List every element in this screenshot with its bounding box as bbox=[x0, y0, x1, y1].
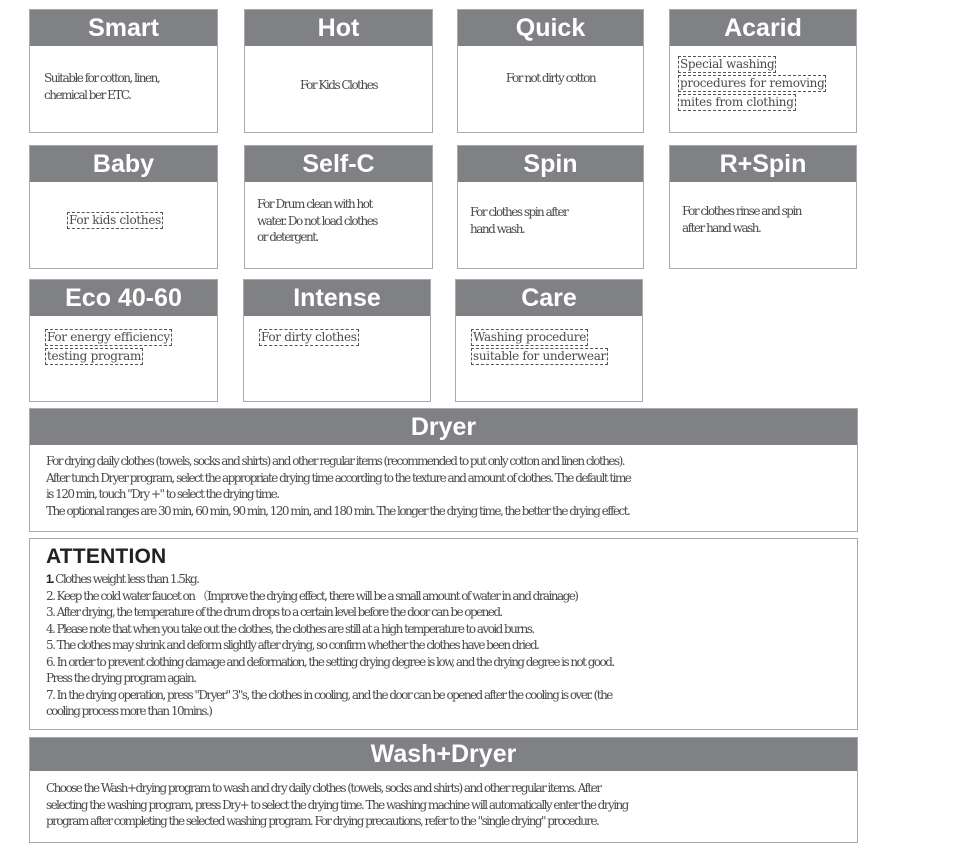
program-title: Quick bbox=[458, 10, 643, 46]
program-card-care bbox=[455, 279, 643, 402]
program-desc: For Kids Clothes bbox=[300, 78, 377, 92]
attention-item: cooling process more than 10mins.) bbox=[46, 704, 212, 718]
program-desc-line: For dirty clothes bbox=[261, 330, 357, 344]
wash-dryer-text-line: Choose the Wash+drying program to wash and dry daily clothes (towels, socks and shirts) and other regular items. After bbox=[46, 781, 601, 795]
attention-item: 3. After drying, the temperature of the drum drops to a certain level before the door can be opened. bbox=[46, 605, 502, 619]
program-desc-line: For clothes spin after bbox=[470, 205, 568, 219]
program-desc-line: or detergent. bbox=[257, 230, 318, 244]
program-desc-line: water. Do not load clothes bbox=[257, 213, 377, 228]
program-title: Acarid bbox=[670, 10, 856, 46]
dryer-section bbox=[29, 408, 858, 532]
program-desc-line: For energy efficiency bbox=[47, 330, 170, 344]
program-desc-line: Special washing bbox=[680, 57, 775, 71]
program-desc-line: testing program bbox=[47, 349, 142, 363]
program-title: Care bbox=[456, 280, 642, 316]
dryer-text-line: After tunch Dryer program, select the appropriate drying time according to the texture and amount of clothes. The default time bbox=[46, 470, 631, 485]
attention-item-number: 1. bbox=[46, 572, 53, 586]
program-title: Baby bbox=[30, 146, 217, 182]
dryer-text-line: For drying daily clothes (towels, socks and shirts) and other regular items (recommended to put only cotton and linen clothes). bbox=[46, 454, 624, 468]
attention-item bbox=[46, 571, 843, 588]
program-desc-line: For Drum clean with hot bbox=[257, 197, 372, 211]
program-card-hot bbox=[244, 9, 433, 133]
attention-title: ATTENTION bbox=[46, 545, 167, 568]
program-desc-line: For kids clothes bbox=[69, 213, 162, 227]
attention-item: Press the drying program again. bbox=[46, 671, 196, 685]
program-title: Eco 40-60 bbox=[30, 280, 217, 316]
program-desc-line: hand wash. bbox=[470, 221, 525, 236]
program-desc-line: suitable for underwear bbox=[473, 349, 606, 363]
wash-dryer-text-line: program after completing the selected washing program. For drying precautions, refer to the "single drying" procedure. bbox=[46, 814, 599, 828]
dryer-text-line: The optional ranges are 30 min, 60 min, 90 min, 120 min, and 180 min. The longer the drying time, the better the drying effect. bbox=[46, 503, 630, 518]
attention-section bbox=[29, 538, 858, 730]
program-card-quick bbox=[457, 9, 644, 133]
attention-item: 7. In the drying operation, press "Dryer" 3"s, the clothes in cooling, and the door can be opened after the cooling is over. (the bbox=[46, 687, 612, 702]
attention-item: 5. The clothes may shrink and deform slightly after drying, so confirm whether the clothes have been dried. bbox=[46, 638, 539, 652]
program-desc-line: Washing procedure bbox=[473, 330, 587, 344]
program-title: R+Spin bbox=[670, 146, 856, 182]
program-title: Spin bbox=[458, 146, 643, 182]
program-card-intense bbox=[243, 279, 431, 402]
program-desc-line: mites from clothing bbox=[680, 95, 794, 109]
program-card-smart bbox=[29, 9, 218, 133]
wash-dryer-text-line: selecting the washing program, press Dry+ to select the drying time. The washing machine will automatically enter the drying bbox=[46, 797, 628, 812]
program-card-self-c bbox=[244, 145, 433, 269]
program-title: Hot bbox=[245, 10, 432, 46]
program-title: Intense bbox=[244, 280, 430, 316]
program-desc-line: For clothes rinse and spin bbox=[682, 204, 802, 218]
program-card-acarid bbox=[669, 9, 857, 133]
program-desc-line: after hand wash. bbox=[682, 220, 761, 235]
attention-item: 4. Please note that when you take out the clothes, the clothes are still at a high temperature to avoid burns. bbox=[46, 621, 534, 636]
program-card-eco-40-60 bbox=[29, 279, 218, 402]
program-title: Smart bbox=[30, 10, 217, 46]
attention-item-text: Clothes weight less than 1.5kg. bbox=[52, 572, 199, 586]
program-card-spin bbox=[457, 145, 644, 269]
program-desc-line: procedures for removing bbox=[680, 76, 825, 90]
program-desc-line: chemical ber ETC. bbox=[44, 87, 131, 102]
wash-dryer-title: Wash+Dryer bbox=[30, 738, 857, 771]
attention-item: 6. In order to prevent clothing damage and deformation, the setting drying degree is low, and the drying degree is not good. bbox=[46, 654, 614, 669]
dryer-text-line: is 120 min, touch "Dry +" to select the drying time. bbox=[46, 487, 279, 501]
program-title: Self-C bbox=[245, 146, 432, 182]
wash-dryer-section bbox=[29, 737, 858, 843]
dryer-title: Dryer bbox=[30, 409, 857, 445]
attention-item: 2. Keep the cold water faucet on （Improve the drying effect, there will be a small amount of water in and drainage) bbox=[46, 588, 578, 603]
program-desc-line: Suitable for cotton, linen, bbox=[44, 71, 160, 85]
program-card-baby bbox=[29, 145, 218, 269]
program-card-r-spin bbox=[669, 145, 857, 269]
program-desc: For not dirty cotton bbox=[505, 71, 596, 85]
